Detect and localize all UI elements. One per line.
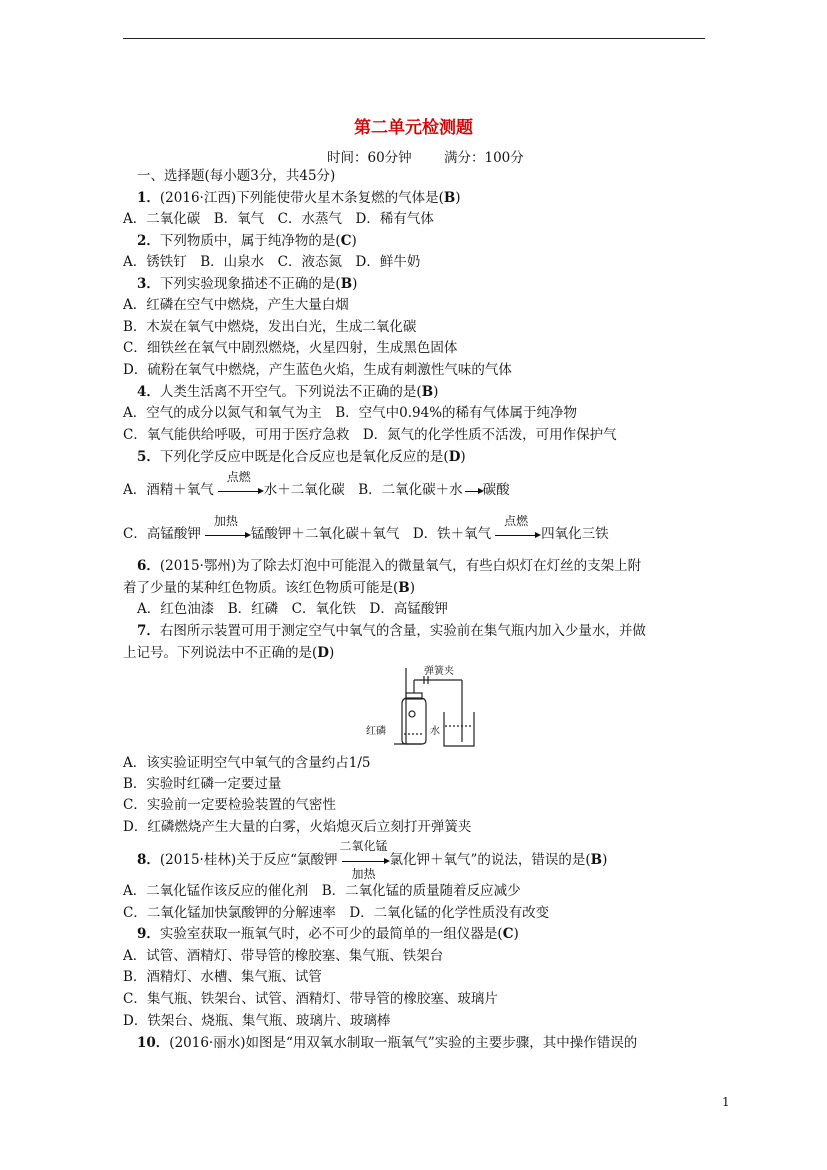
answer-7: D: [317, 645, 329, 661]
answer-6: B: [398, 580, 410, 596]
question-2-options: A．锈铁钉 B．山泉水 C．液态氮 D．鲜牛奶: [123, 254, 421, 270]
question-7-option-a: A．该实验证明空气中氧气的含量约占1/5: [123, 755, 371, 771]
question-7-option-c: C．实验前一定要检验装置的气密性: [123, 797, 336, 813]
question-7-cont: 上记号。下列说法中不正确的是(D): [123, 645, 335, 661]
total-score: 满分：100分: [443, 150, 524, 166]
question-3-option-d: D．硫粉在氧气中燃烧，产生蓝色火焰，生成有刺激性气味的气体: [123, 362, 512, 378]
question-6: 6．(2015·鄂州)为了除去灯泡中可能混入的微量氧气，有些白炽灯在灯丝的支架上附: [137, 558, 642, 574]
apparatus-figure: [362, 664, 482, 754]
label-spring-clip: 弹簧夹: [424, 666, 454, 677]
page-title: 第二单元检测题: [354, 118, 473, 138]
question-4: 4．人类生活离不开空气。下列说法不正确的是(B): [137, 384, 439, 400]
question-9-option-d: D．铁架台、烧瓶、集气瓶、玻璃片、玻璃棒: [123, 1013, 391, 1029]
question-3-option-a: A．红磷在空气中燃烧，产生大量白烟: [123, 297, 349, 313]
answer-5: D: [448, 449, 461, 465]
exam-meta: [327, 146, 552, 166]
question-9-option-a: A．试管、酒精灯、带导管的橡胶塞、集气瓶、铁架台: [123, 948, 444, 964]
section-heading: 一、选择题(每小题3分，共45分): [137, 168, 336, 184]
answer-2: C: [340, 233, 352, 249]
question-6-options: A．红色油漆 B．红磷 C．氧化铁 D．高锰酸钾: [137, 601, 448, 617]
question-9-option-c: C．集气瓶、铁架台、试管、酒精灯、带导管的橡胶塞、玻璃片: [123, 991, 498, 1007]
question-8-options-ab: A．二氧化锰作该反应的催化剂 B．二氧化锰的质量随着反应减少: [123, 883, 521, 899]
question-2: 2．下列物质中，属于纯净物的是(C): [137, 233, 357, 249]
question-3-option-c: C．细铁丝在氧气中剧烈燃烧，火星四射，生成黑色固体: [123, 340, 458, 356]
answer-1: B: [443, 190, 456, 206]
question-1-options: A．二氧化碳 B．氧气 C．水蒸气 D．稀有气体: [123, 211, 434, 227]
question-1: 1．(2016·江西)下列能使带火星木条复燃的气体是(B): [137, 190, 461, 206]
reaction-arrow: 二氧化锰 加热: [339, 838, 388, 881]
question-8: 8．(2015·桂林)关于反应“氯酸钾 二氧化锰 加热 氯化钾＋氧气”的说法，错误的是(B): [137, 838, 608, 881]
label-water: 水: [430, 726, 440, 737]
question-9: 9．实验室获取一瓶氧气时，必不可少的最简单的一组仪器是(C): [137, 926, 519, 942]
question-6-cont: 着了少量的某种红色物质。该红色物质可能是(B): [123, 580, 415, 596]
question-7-option-b: B．实验时红磷一定要过量: [123, 776, 282, 792]
question-4-options-ab: A．空气的成分以氮气和氧气为主 B．空气中0.94%的稀有气体属于纯净物: [123, 405, 578, 421]
question-3-option-b: B．木炭在氧气中燃烧，发出白光，生成二氧化碳: [123, 319, 417, 335]
question-5-options-cd: C．高锰酸钾 加热 锰酸钾＋二氧化碳＋氧气 D．铁＋氧气 点燃 四氧化三铁: [123, 524, 609, 545]
question-9-option-b: B．酒精灯、水槽、集气瓶、试管: [123, 969, 322, 985]
question-7: 7．右图所示装置可用于测定空气中氧气的含量，实验前在集气瓶内加入少量水，并做: [137, 623, 646, 639]
reaction-arrow: 点燃: [493, 525, 539, 545]
header-rule: [123, 38, 705, 39]
question-3: 3．下列实验现象描述不正确的是(B): [137, 276, 358, 292]
answer-3: B: [340, 276, 353, 292]
label-red-phosphorus: 红磷: [366, 726, 386, 737]
question-4-options-cd: C．氧气能供给呼吸，可用于医疗急救 D．氮气的化学性质不活泼，可用作保护气: [123, 427, 617, 443]
reaction-arrow: 点燃: [216, 481, 262, 501]
answer-4: B: [421, 384, 434, 400]
answer-9: C: [502, 926, 514, 942]
question-10: 10．(2016·丽水)如图是“用双氧水制取一瓶氧气”实验的主要步骤，其中操作错误的: [137, 1035, 638, 1051]
time-limit: 时间：60分钟: [327, 150, 412, 166]
question-7-option-d: D．红磷燃烧产生大量的白雾，火焰熄灭后立刻打开弹簧夹: [123, 819, 472, 835]
question-5: 5．下列化学反应中既是化合反应也是氧化反应的是(D): [137, 449, 466, 465]
reaction-arrow: [464, 481, 482, 501]
page-number: 1: [722, 1095, 730, 1109]
question-5-options-ab: A．酒精＋氧气 点燃 水＋二氧化碳 B．二氧化碳＋水 碳酸: [123, 480, 510, 501]
answer-8: B: [590, 852, 603, 868]
question-8-options-cd: C．二氧化锰加快氯酸钾的分解速率 D．二氧化锰的化学性质没有改变: [123, 905, 550, 921]
reaction-arrow: 加热: [203, 525, 249, 545]
